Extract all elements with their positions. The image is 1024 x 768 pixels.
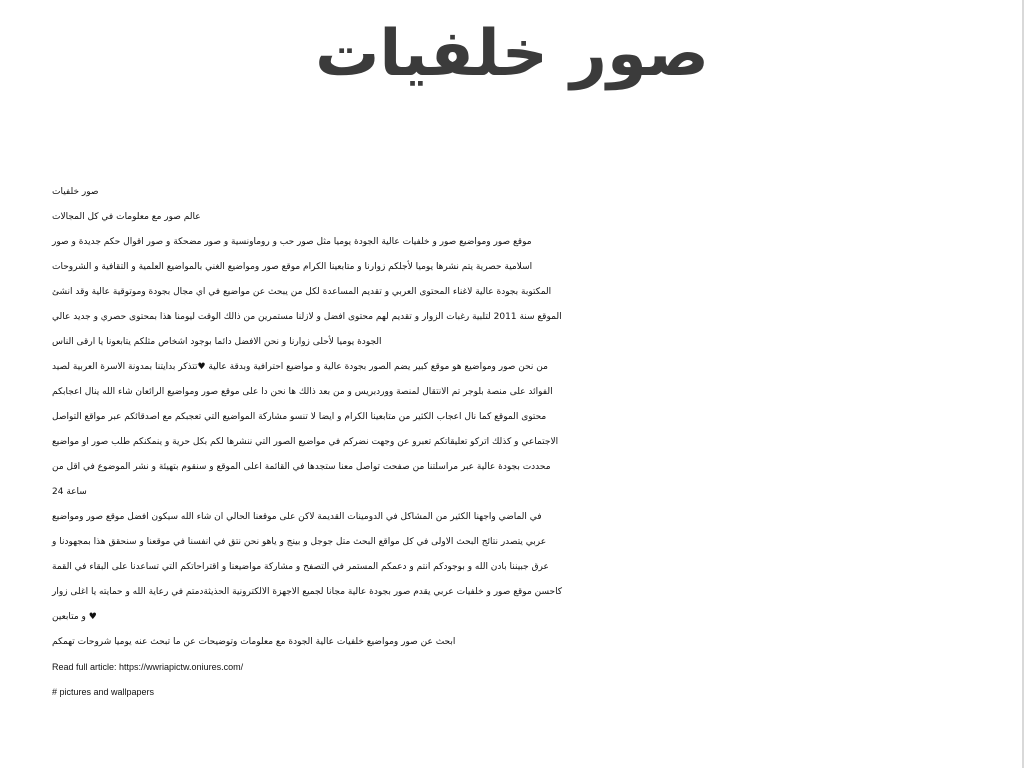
article-line: موقع صور ومواضيع صور و خلفيات عالية الجودة يوميا مثل صور حب و روماونسية و صور مضحكة و صور اقوال حكم جديدة و صور (52, 237, 532, 247)
article-line: الاجتماعي و كذلك اتركو تعليقاتكم تعبرو عن وجهت نضركم في مواضيع الصور التي ننشرها لكم بكل حرية و ينمكنكم طلب صور او مواضيع (52, 437, 559, 447)
article-line: الفوائد على منصة بلوجر تم الانتقال لمنصة ووردبريس و من بعد ذالك ها نحن دا على موقع صور ومواضيع الرائعان شاء الله ينال اعجابكم (52, 387, 553, 397)
article-line: كاحسن موقع صور و خلفيات عربي يقدم صور بجودة عالية مجانا لجميع الاجهزة الالكترونية الحذيثةدمتم في رعاية الله و حمايته يا اغلى زوار (52, 587, 563, 597)
article-line: عرق جبيننا بادن الله و بوجودكم انتم و دعمكم المستمر في التصفح و مشاركة مواضيعنا و اقتراحاتكم التي تساعدنا على البقاء في القمة (52, 562, 549, 572)
hashtag: # pictures and wallpapers (52, 687, 155, 697)
article-line: في الماضي واجهنا الكثير من المشاكل في الدومينات القديمة لاكن على موقعنا الحالي ان شاء الله سيكون افضل موقع صور ومواضيع (52, 512, 542, 522)
article-line: و متابعين ♥ (52, 612, 97, 622)
page-title: صور خلفيات (315, 17, 709, 91)
article-line: صور خلفيات (52, 187, 99, 197)
article-line: ابحث عن صور ومواضيع خلفيات عالية الجودة مع معلومات وتوضيحات عن ما تبحث عنه يوميا شروحات تهمكم (52, 637, 456, 647)
article-line: عربي يتصدر نتائج البحث الاولى في كل مواقع البحث متل جوجل و بينج و ياهو نحن نتق في انفسنا في موقعنا و سنحقق هذا بمجهودنا و (52, 537, 547, 547)
article-line: 24 ساعة (52, 487, 87, 497)
article-line: الموقع سنة 2011 لتلبية رغبات الزوار و تقديم لهم محتوى افضل و لازلنا مستمرين من ذالك الوقت ليومنا هذا بمحتوى حصري و جديد عالي (52, 312, 562, 322)
article-body (52, 180, 1024, 705)
article-line: من نحن صور ومواضيع هو موقع كبير يضم الصور بجودة عالية و مواضيع احترافية وبدقة عالية ♥تتذكر بدايتنا بمدونة الاسرة العربية لصيد (52, 362, 548, 372)
article-line: اسلامية حصرية يتم نشرها يوميا لأجلكم زوارنا و متابعينا الكرام موقع صور ومواضيع الغني بالمواضيع العلمية و التقافية و الشروحات (52, 262, 533, 272)
article-line: الجودة يوميا لأحلى زوارنا و نحن الافضل دائما بوجود اشخاص مثلكم يتابعونا يا ارقى الناس (52, 337, 382, 347)
read-full-article-link[interactable]: Read full article: https://wwriapictw.oniures.com/ (52, 662, 244, 672)
article-line: محتوى الموقع كما نال اعجاب الكثير من متابعينا الكرام و ايضا لا تنسو مشاركة المواضيع التي تعجبكم مع اصدقائكم عبر مواقع التواصل (52, 412, 547, 422)
article-line: المكتوبة بجودة عالية لاغناء المحتوى العربي و تقديم المساعدة لكل من يبحث عن مواضيع في اي مجال بجودة وموتوقية عالية وقد انشئ (52, 287, 552, 297)
article-line: محددت بجودة عالية عبر مراسلتنا من صفحت تواصل معنا ستجدها في القائمة اعلى الموقع و سنقوم بتهيئة و نشر الموضوع في اقل من (52, 462, 551, 472)
article-line: عالم صور مع معلومات في كل المجالات (52, 212, 201, 222)
